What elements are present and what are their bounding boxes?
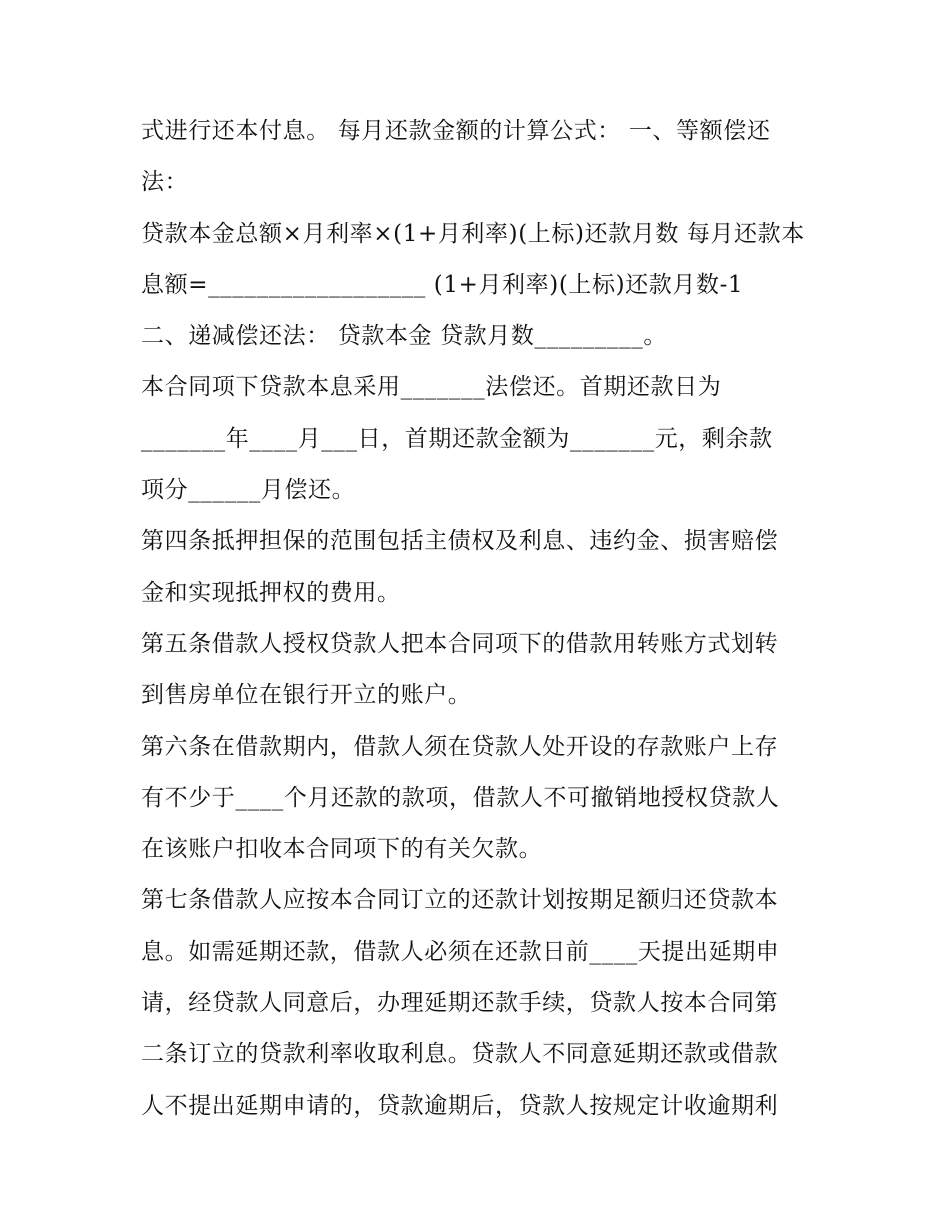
text-line: 金和实现抵押权的费用。	[141, 579, 401, 606]
text-line: 二条订立的贷款利率收取利息。贷款人不同意延期还款或借款	[141, 1041, 779, 1068]
text-line: 式进行还本付息。 每月还款金额的计算公式： 一、等额偿还	[141, 118, 771, 144]
text-line: 第四条抵押担保的范围包括主债权及利息、违约金、损害赔偿	[141, 528, 779, 555]
text-line: 人不提出延期申请的，贷款逾期后，贷款人按规定计收逾期利	[141, 1092, 779, 1119]
text-line: 息。如需延期还款，借款人必须在还款日前____天提出延期申	[141, 938, 780, 965]
text-line: 本合同项下贷款本息采用_______法偿还。首期还款日为	[141, 374, 722, 401]
text-line: 在该账户扣收本合同项下的有关欠款。	[141, 836, 543, 863]
text-line: 到售房单位在银行开立的账户。	[141, 682, 472, 709]
text-line: 息额=__________________ (1+月利率)(上标)还款月数-1	[141, 271, 744, 298]
text-line: 二、递减偿还法： 贷款本金 贷款月数_________。	[141, 323, 667, 350]
text-line: _______年____月___日，首期还款金额为_______元，剩余款	[141, 425, 773, 452]
text-line: 贷款本金总额×月利率×(1+月利率)(上标)还款月数 每月还款本	[141, 220, 805, 247]
text-line: 有不少于____个月还款的款项，借款人不可撤销地授权贷款人	[141, 784, 780, 811]
text-line: 第五条借款人授权贷款人把本合同项下的借款用转账方式划转	[141, 630, 779, 657]
text-line: 项分______月偿还。	[141, 477, 356, 504]
text-line: 法：	[141, 169, 189, 196]
text-line: 请，经贷款人同意后，办理延期还款手续，贷款人按本合同第	[141, 990, 779, 1017]
text-line: 第六条在借款期内，借款人须在贷款人处开设的存款账户上存	[141, 733, 779, 760]
text-line: 第七条借款人应按本合同订立的还款计划按期足额归还贷款本	[141, 887, 779, 914]
document-body	[141, 106, 821, 1132]
